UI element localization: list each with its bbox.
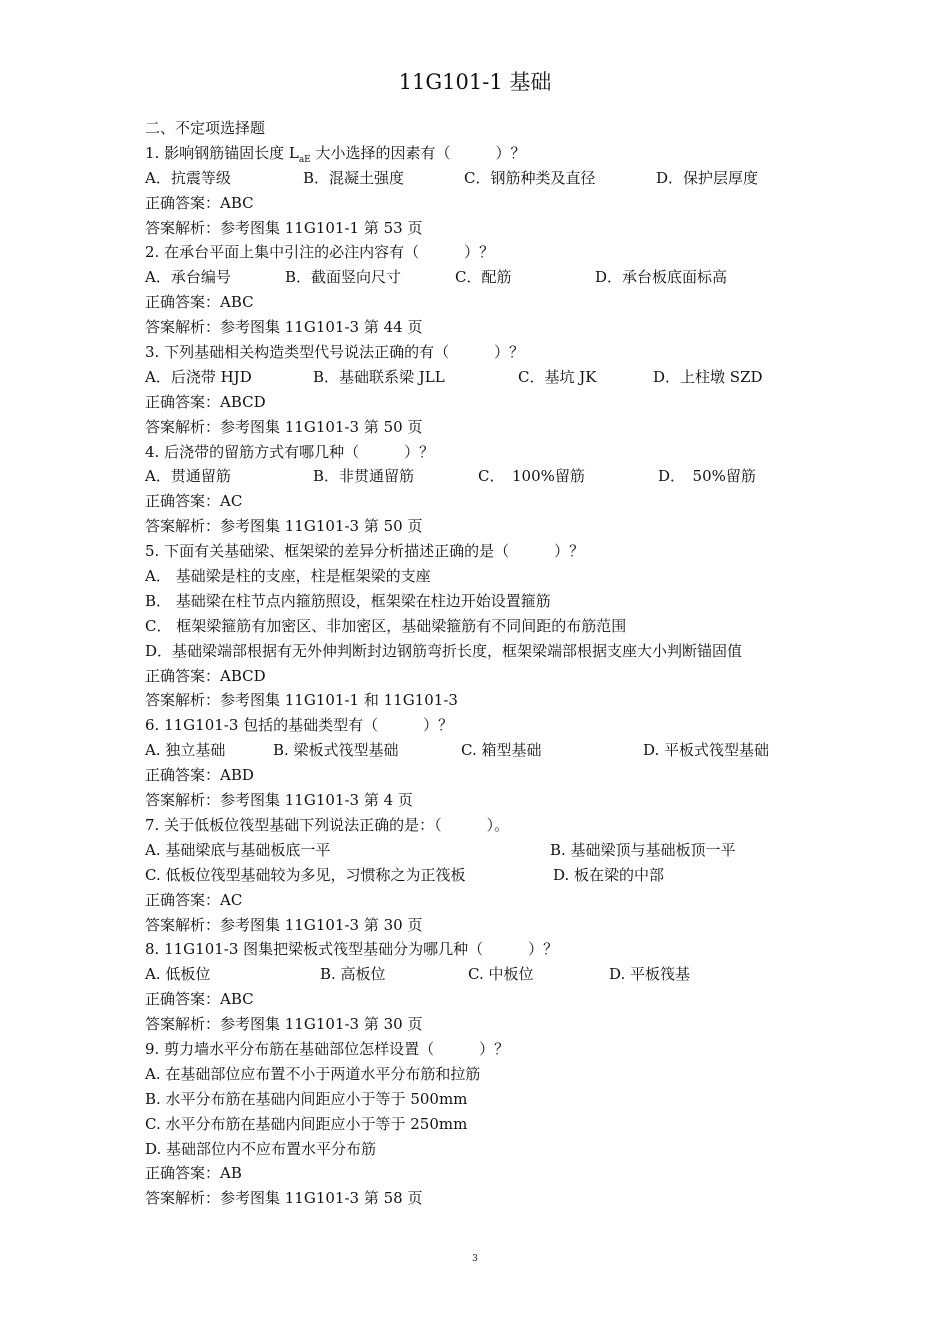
q5-option-a: A． 基础梁是柱的支座，柱是框架梁的支座	[145, 567, 431, 586]
q4-answer: 正确答案：AC	[145, 492, 243, 511]
q2-option-d: D．承台板底面标高	[595, 268, 728, 287]
q8-option-a: A. 低板位	[145, 965, 211, 984]
q6-answer: 正确答案：ABD	[145, 766, 254, 785]
q9-answer: 正确答案：AB	[145, 1164, 242, 1183]
question-3-options	[145, 365, 835, 390]
q8-option-b: B. 高板位	[320, 965, 386, 984]
q6-option-b: B. 梁板式筏型基础	[273, 741, 399, 760]
q3-analysis: 答案解析：参考图集 11G101-3 第 50 页	[145, 417, 423, 436]
document-title: 11G101-1 基础	[398, 70, 552, 94]
q3-option-b: B．基础联系梁 JLL	[313, 367, 445, 386]
q9-option-b: B. 水平分布筋在基础内间距应小于等于 500mm	[145, 1089, 468, 1108]
q2-answer: 正确答案：ABC	[145, 293, 254, 312]
q8-option-c: C. 中板位	[468, 965, 534, 984]
q9-option-d: D. 基础部位内不应布置水平分布筋	[145, 1139, 377, 1158]
q4-option-d: D． 50%留筋	[658, 467, 756, 486]
q6-option-d: D. 平板式筏型基础	[643, 741, 770, 760]
q7-answer: 正确答案：AC	[145, 890, 243, 909]
q1-analysis: 答案解析：参考图集 11G101-1 第 53 页	[145, 218, 423, 237]
question-8-options	[145, 962, 835, 987]
q6-option-a: A. 独立基础	[145, 741, 226, 760]
q3-answer: 正确答案：ABCD	[145, 392, 266, 411]
q4-option-c: C． 100%留筋	[478, 467, 585, 486]
q2-option-b: B．截面竖向尺寸	[285, 268, 402, 287]
q3-option-c: C．基坑 JK	[518, 367, 597, 386]
question-1-options	[145, 166, 835, 191]
q2-option-c: C．配筋	[455, 268, 512, 287]
q1-option-a: A．抗震等级	[145, 168, 231, 187]
q5-option-c: C． 框架梁箍筋有加密区、非加密区，基础梁箍筋有不同间距的布筋范围	[145, 616, 627, 635]
q7-analysis: 答案解析：参考图集 11G101-3 第 30 页	[145, 915, 423, 934]
q6-option-c: C. 箱型基础	[461, 741, 542, 760]
question-8-stem: 8. 11G101-3 图集把梁板式筏型基础分为哪几种（ ）？	[145, 940, 559, 959]
q2-analysis: 答案解析：参考图集 11G101-3 第 44 页	[145, 318, 423, 337]
q6-analysis: 答案解析：参考图集 11G101-3 第 4 页	[145, 791, 413, 810]
q2-option-a: A．承台编号	[145, 268, 231, 287]
question-1-stem	[145, 141, 835, 166]
q7-option-c: C. 低板位筏型基础较为多见，习惯称之为正筏板	[145, 865, 466, 884]
q5-answer: 正确答案：ABCD	[145, 666, 266, 685]
q4-option-b: B．非贯通留筋	[313, 467, 415, 486]
question-4-options	[145, 464, 835, 489]
q9-option-a: A. 在基础部位应布置不小于两道水平分布筋和拉筋	[145, 1064, 481, 1083]
question-2-options	[145, 265, 835, 290]
q5-analysis: 答案解析：参考图集 11G101-1 和 11G101-3	[145, 691, 458, 710]
q1-stem-after: 大小选择的因素有（ ）？	[310, 143, 526, 162]
q1-stem-before: 1. 影响钢筋锚固长度 L	[145, 143, 299, 162]
question-6-stem: 6. 11G101-3 包括的基础类型有（ ）？	[145, 716, 454, 735]
question-7-stem: 7. 关于低板位筏型基础下列说法正确的是：（ ）。	[145, 815, 510, 834]
q7-option-b: B. 基础梁顶与基础板顶一平	[550, 840, 736, 859]
question-9-stem: 9. 剪力墙水平分布筋在基础部位怎样设置（ ）？	[145, 1039, 510, 1058]
question-7-options-row2	[145, 863, 835, 888]
q7-option-d: D. 板在梁的中部	[553, 865, 665, 884]
question-3-stem: 3. 下列基础相关构造类型代号说法正确的有（ ）？	[145, 343, 525, 362]
section-heading: 二、不定项选择题	[145, 119, 266, 137]
q8-analysis: 答案解析：参考图集 11G101-3 第 30 页	[145, 1015, 423, 1034]
q9-option-c: C. 水平分布筋在基础内间距应小于等于 250mm	[145, 1114, 468, 1133]
q5-option-d: D．基础梁端部根据有无外伸判断封边钢筋弯折长度，框架梁端部根据支座大小判断锚固值	[145, 641, 743, 660]
question-6-options	[145, 738, 835, 763]
question-7-options-row1	[145, 838, 835, 863]
q8-option-d: D. 平板筏基	[609, 965, 691, 984]
q7-option-a: A. 基础梁底与基础板底一平	[145, 840, 331, 859]
q1-option-b: B．混凝土强度	[303, 168, 405, 187]
q5-option-b: B． 基础梁在柱节点内箍筋照设，框架梁在柱边开始设置箍筋	[145, 591, 551, 610]
q3-option-a: A．后浇带 HJD	[145, 367, 252, 386]
q4-option-a: A．贯通留筋	[145, 467, 231, 486]
q8-answer: 正确答案：ABC	[145, 990, 254, 1009]
q9-analysis: 答案解析：参考图集 11G101-3 第 58 页	[145, 1189, 423, 1208]
question-list	[145, 116, 835, 1211]
question-5-stem: 5. 下面有关基础梁、框架梁的差异分析描述正确的是（ ）？	[145, 542, 585, 561]
question-4-stem: 4. 后浇带的留筋方式有哪几种（ ）？	[145, 442, 435, 461]
page-number: 3	[472, 1254, 478, 1264]
q4-analysis: 答案解析：参考图集 11G101-3 第 50 页	[145, 517, 423, 536]
q1-option-c: C．钢筋种类及直径	[464, 168, 596, 187]
q1-option-d: D．保护层厚度	[656, 168, 759, 187]
q3-option-d: D．上柱墩 SZD	[653, 367, 763, 386]
q1-stem-subscript: aE	[298, 154, 311, 165]
question-2-stem: 2. 在承台平面上集中引注的必注内容有（ ）？	[145, 243, 495, 262]
q1-answer: 正确答案：ABC	[145, 193, 254, 212]
